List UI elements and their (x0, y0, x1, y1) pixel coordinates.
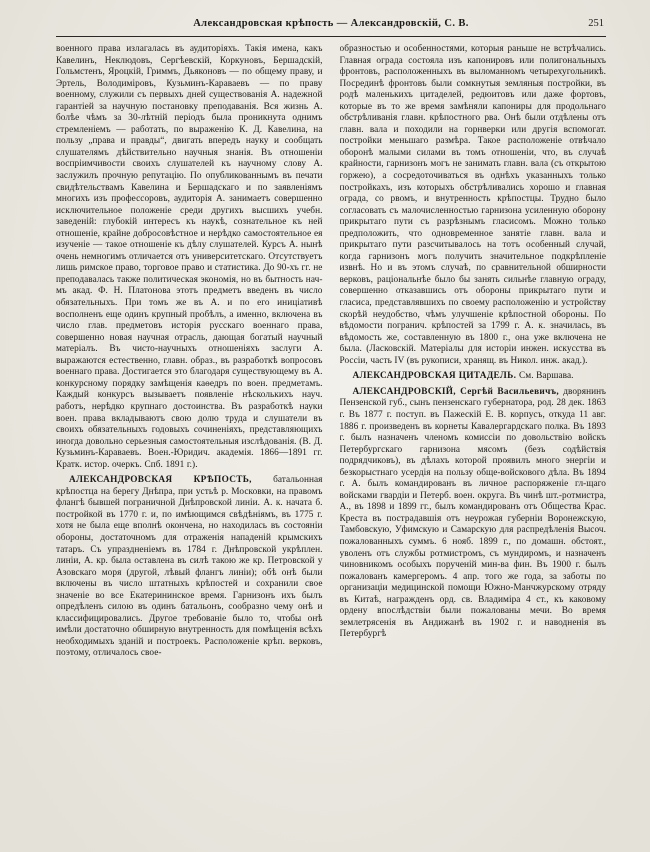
text-columns (56, 44, 606, 840)
article-paragraph: АЛЕКСАНДРОВСКАЯ ЦИТАДЕЛЬ. См. Варшава. (352, 371, 574, 382)
header-rule (56, 36, 606, 37)
article-paragraph: АЛЕКСАНДРОВСКАЯ КРѢПОСТЬ, батальонная крѣпостца на берегу Днѣпра, при устьѣ р. Московки, на правомъ флангѣ бывшей пограничной Днѣпровской линіи. А. к. начата б. постройкой въ 1770 г. и, по имѣющимся свѣдѣніямъ, въ 1775 г. хотя не была еще вполнѣ окончена, но находилась въ состояніи обороны, достаточномъ для отраженія нападеній крымскихъ татаръ. Съ упраздненіемъ въ 1784 г. Днѣпровской укрѣплен. линіи, А. кр. была оставлена въ силѣ такою же кр. Петровской у Азовскаго моря (другой, лѣвый флангъ линіи); обѣ онѣ были включены въ число штатныхъ крѣпостей и сохранили свое значеніе во все Екатерининское время. Гарнизонъ ихъ былъ опредѣленъ силою въ одинъ батальонъ, сообразно чему онѣ и классифицировались. Другое требованіе было то, чтобы онѣ имѣли достаточно обширную внутренность для помѣщенія всѣхъ необходимыхъ зданій и построекъ. Расположеніе крѣп. верковъ, поэтому, отличалось свое- (56, 475, 323, 659)
running-head-title: Александровская крѣпость — Александровскій, С. В. (193, 18, 469, 29)
continuation-paragraph: образностью и особенностями, которыя раньше не встрѣчались. Главная ограда состояла изъ капонировъ или полигональныхъ фронтовъ, расположенныхъ въ выломанномъ четырехугольникѣ. Посрединѣ фронтовъ были сомкнутыя земляныя постройки, въ родѣ маленькихъ цитаделей, редюитовъ или даже фортовъ, которые въ то же время замѣняли капониры для продольнаго обстрѣливанія главн. крѣпостного рва. Онѣ были отдѣлены отъ главн. вала и походили на горнверки или другія вспомогат. постройки меньшаго размѣра. Такое расположеніе отвѣчало оборонѣ малыми силами въ томъ отношеніи, что, въ случаѣ крайности, гарнизонъ могъ не занимать главн. вала (съ открытою горжею), а сосредоточиваться въ однѣхъ указанныхъ только постройкахъ, изъ которыхъ обстрѣливались хорошо и главная ограда, со рвомъ, и внутренность крѣпостцы. Трудно было согласовать съ малочисленностью гарнизона усиленную оборону прикрытаго пути съ разрѣзнымъ гласисомъ. Можно только предположить, что одновременное занятіе главн. вала и прикрытаго пути разсчитывалось на тотъ особенный случай, когда гарнизонъ могъ получить значительное подкрѣпленіе извнѣ. Но и въ этомъ случаѣ, по сравнительной обширности верковъ, раціональнѣе было бы занять сильнѣе главную ограду, совершенно отказавшись отъ обороны прикрытаго пути и гласиса, представлявшихъ по своему расположенію и устройству скорѣй неудобство, чѣмъ улучшеніе крѣпостной обороны. По вѣдомости погранич. крѣпостей за 1799 г. А. к. значилась, въ вѣдомость же, составленную въ 1800 г., она уже включена не была. (Ласковскій. Матеріалы для исторіи инжен. искусства въ Россіи, часть IV (въ рукописи, хранящ. въ Никол. инж. акад.). (339, 44, 606, 366)
right-column (340, 44, 607, 840)
running-head (56, 18, 606, 34)
left-column (56, 44, 323, 840)
page-number: 251 (588, 18, 604, 29)
article-headword: АЛЕКСАНДРОВСКІЙ, Сергѣй Васильевичъ, (352, 386, 564, 397)
article-headword: АЛЕКСАНДРОВСКАЯ ЦИТАДЕЛЬ. (352, 371, 520, 382)
continuation-paragraph: военного права излагалась въ аудиторіяхъ. Такія имена, какъ Кавелинъ, Неклюдовъ, Сергѣевскій, Коркуновъ, Бершадскій, Гольмстенъ, Яроцкій, Гриммъ, Дьяконовъ — по общему праву, и Эртель, Володиміровъ, Кузьминъ-Караваевъ — по праву военному, служили съ первыхъ дней существованія А. надежной гарантіей за научную постановку преподаванія. Вся жизнь А. болѣе чѣмъ за 30-лѣтній періодъ была проникнута однимъ стремленіемъ — работать, по выраженію К. Д. Кавелина, на пользу „права и правды“, двигать впередъ науку и сообщать слушателямъ дѣйствительно научныя знанія. Въ отношеніи воспріимчивости своихъ слушателей къ научному слову А. заслужилъ прочную репутацію. По опубликованнымъ въ печати свидѣтельствамъ Кавелина и Бершадскаго и по заявленіямъ многихъ изъ профессоровъ, аудиторія А. занимаетъ совершенно исключительное положеніе среди другихъ высшихъ учебн. заведеній: глубокій интересъ къ наукѣ, сознательное къ ней отношеніе, крайне добросовѣстное и нерѣдко самостоятельное ея изученіе — такое отношеніе къ дѣлу слушателей. Курсъ А. нынѣ очень немногимъ отличается отъ университетскаго. Отсутствуетъ лишь римское право, торговое право и статистика. До 90-хъ гг. не преподавалась также политическая экономія, но въ бытность нач-мъ акад. Ф. Н. Платонова этотъ предметъ введенъ въ число обязательныхъ. При томъ же въ А. и по его иниціативѣ восполненъ еще одинъ крупный пробѣлъ, а именно, включена въ число глав. предметовъ исторія русскаго военнаго права, совершенно новая научная отрасль, дающая богатый научный матеріалъ. Въ чисто-научныхъ отношеніяхъ заслуги А. выражаются естественно, главн. образ., въ разработкѣ вопросовъ военнаго права. Достигается это благодаря существующему въ А. конкурсному порядку замѣщенія каѳедръ по воен. предметамъ. Каждый конкурсъ вызываетъ появленіе нѣсколькихъ науч. работъ, нерѣдко крупнаго достоинства. Въ разработкѣ науки воен. права вкладываютъ свою долю труда и слушатели въ своихъ обязательныхъ годовыхъ сочиненіяхъ, представляющихъ иногда довольно серьезныя самостоятельныя изслѣдованія. (В. Д. Кузьминъ-Караваевъ. Воен.-Юридич. академія. 1866—1891 гг. Кратк. истор. очеркъ. Спб. 1891 г.). (56, 44, 323, 470)
article-headword: АЛЕКСАНДРОВСКАЯ КРѢПОСТЬ, (69, 475, 274, 486)
article-paragraph: АЛЕКСАНДРОВСКІЙ, Сергѣй Васильевичъ, дворянинъ Пензенской губ., сынъ пензенскаго губернатора, род. 28 дек. 1863 г. Въ 1877 г. поступ. въ Пажескій Е. В. корпусъ, откуда 11 авг. 1886 г. произведенъ въ корнеты Кавалергардскаго полка. Въ 1893 г. былъ назначенъ членомъ комиссіи по довольствію войскъ Петербургскаго гарнизона мясомъ (безъ содѣйствія подрядчиковъ), въ дѣлахъ которой проявилъ много энергіи и безкорыстнаго усердія на пользу обще-войскового дѣла. Въ 1894 г. А. былъ командированъ въ личное распоряженіе гл-щаго войсками гвардіи и Петерб. воен. округа. Въ чинѣ шт.-ротмистра, А., въ 1898 и 1899 гг., былъ командированъ отъ Общества Крас. Креста въ пострадавшія отъ неурожая губерніи Воронежскую, Тамбовскую, Уфимскую и Самарскую для распредѣленія Высоч. пожалованныхъ суммъ. 6 нояб. 1899 г., по домашн. обстоят., уволенъ отъ службы ротмистромъ, съ мундиромъ, и назначенъ чиновникомъ особыхъ порученій мин-ва фин. Въ 1900 г. былъ пожалованъ камергеромъ. 4 апр. того же года, за заботы по организаціи медицинской помощи Южно-Манчжурскому отряду въ Китаѣ, награжденъ орд. св. Владиміра 4 ст., къ каковому ордену впослѣдствіи были пожалованы мечи. Во время землетрясенія въ Андижанѣ въ 1902 г. и наводненія въ Петербургѣ (339, 386, 606, 640)
